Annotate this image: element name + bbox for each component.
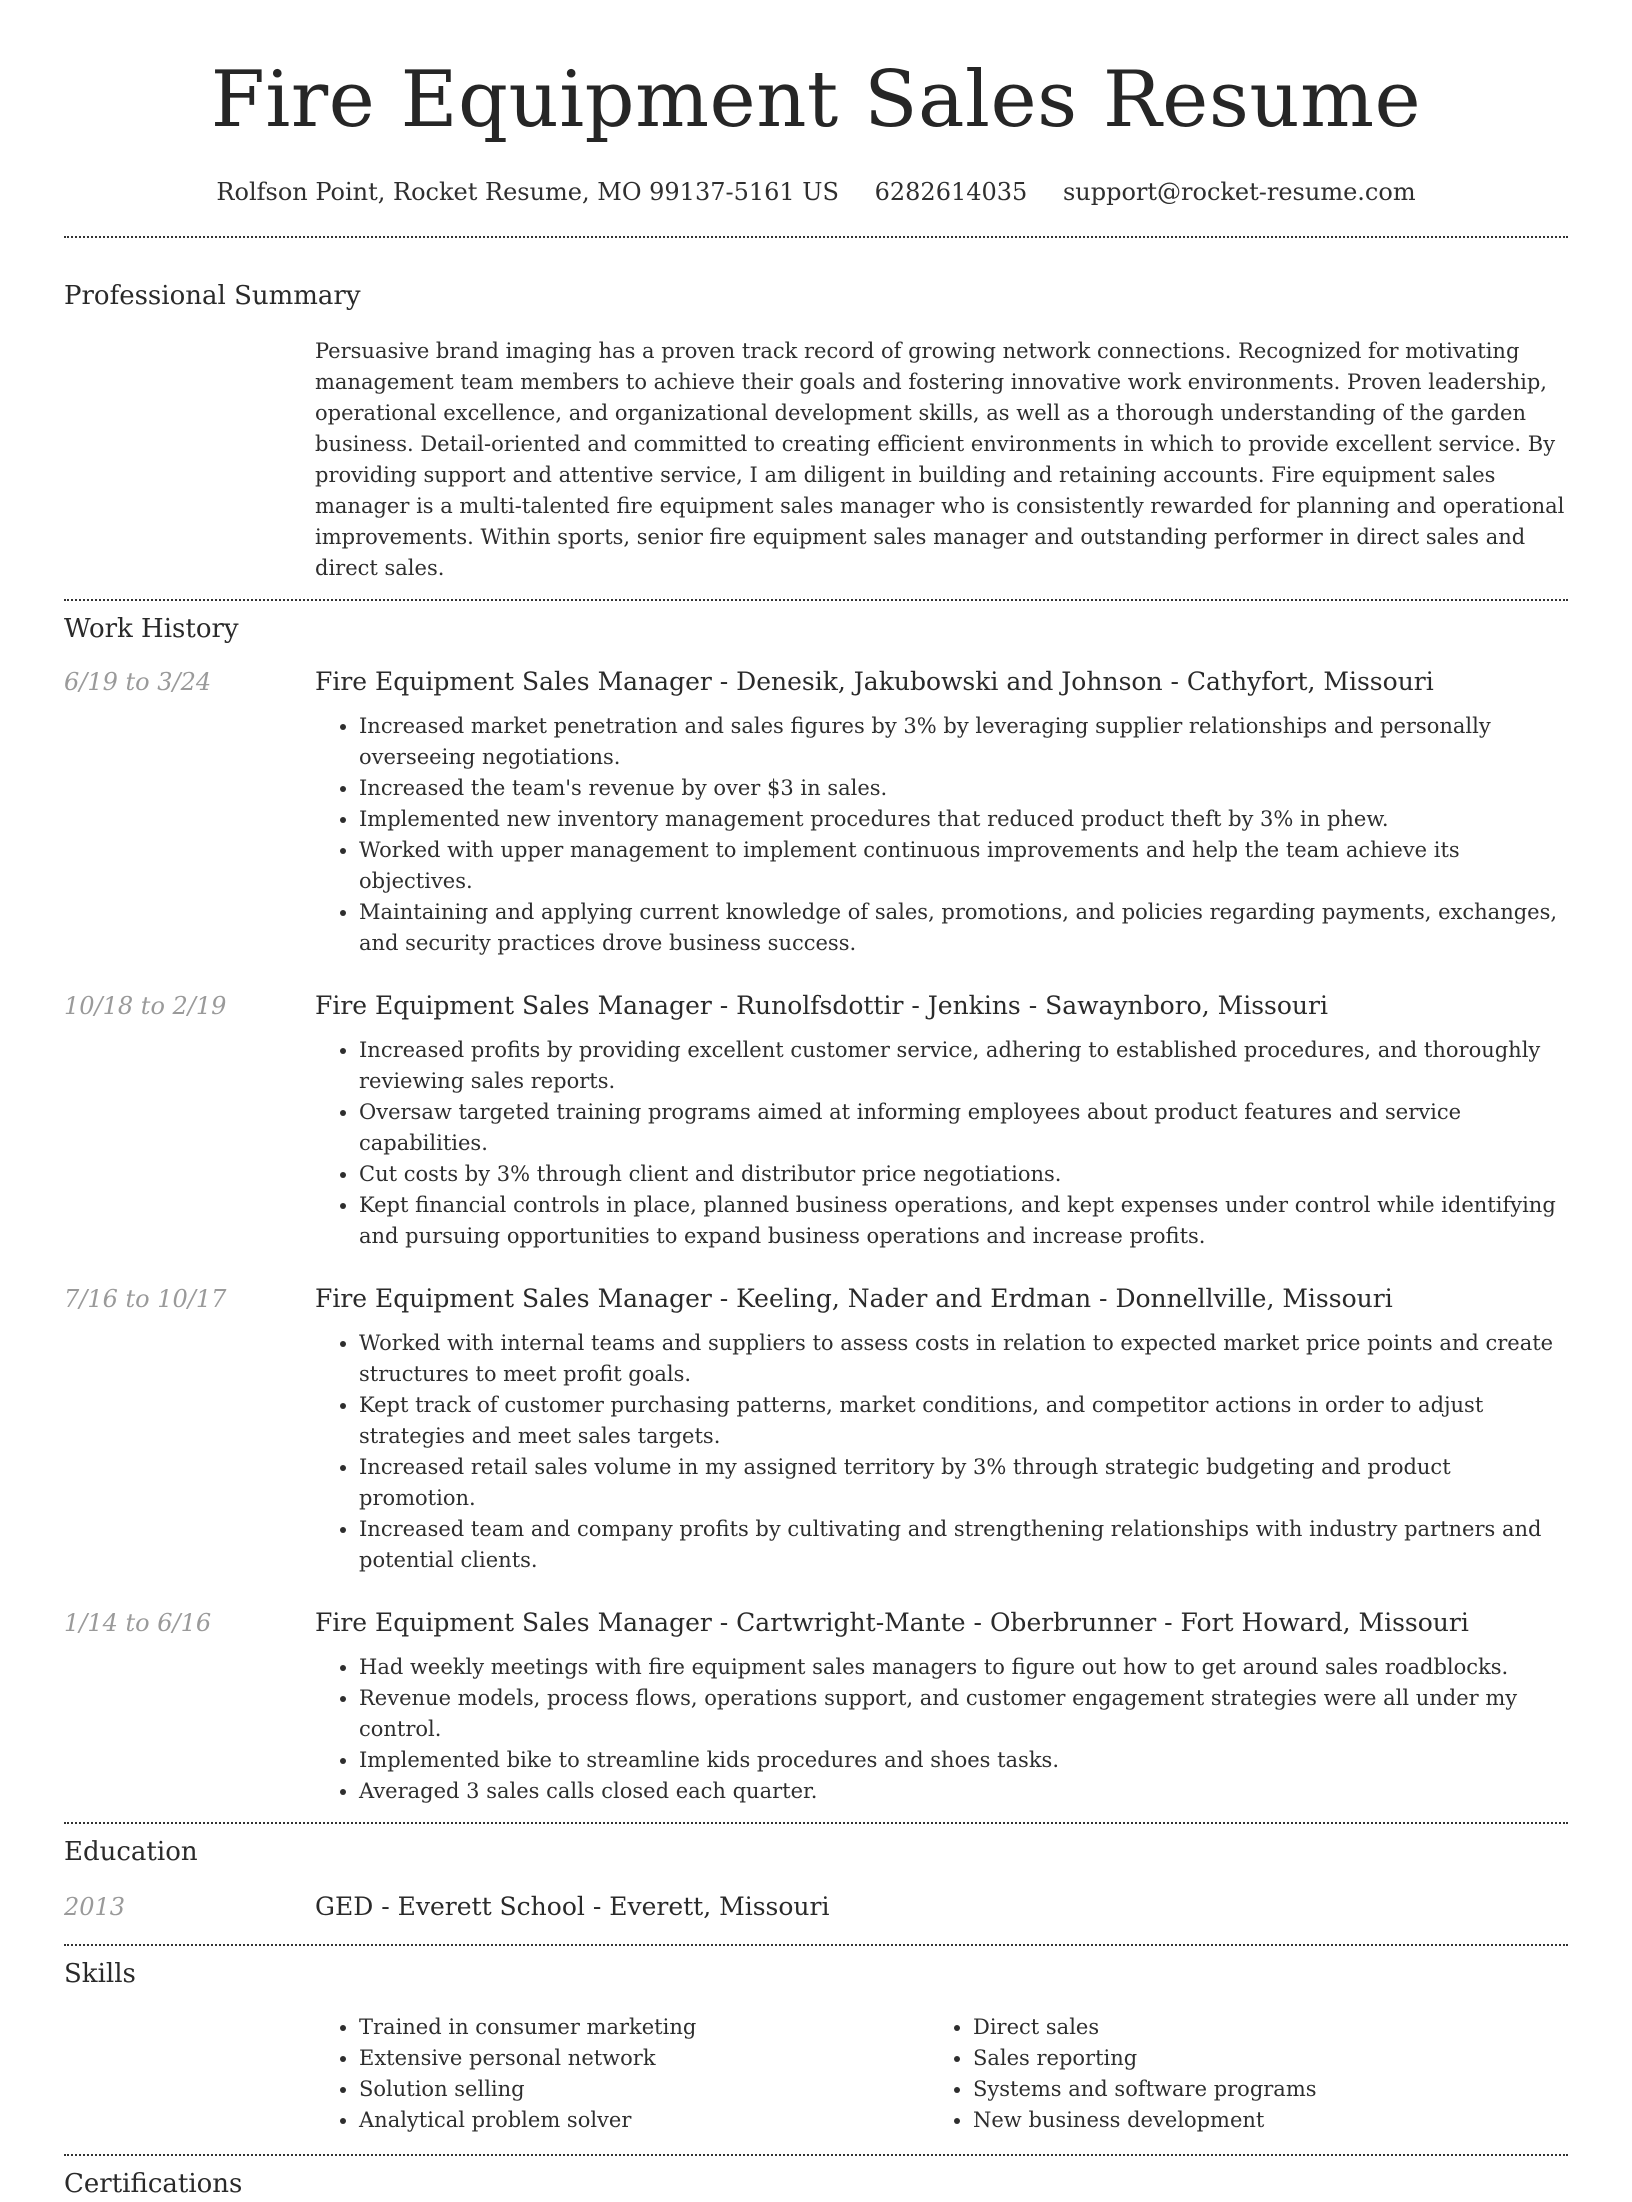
job-dates: 7/16 to 10/17: [64, 1285, 227, 1313]
education-heading: Education: [64, 1837, 198, 1867]
job-dates: 6/19 to 3/24: [64, 668, 212, 696]
contact-email: support@rocket-resume.com: [1062, 178, 1416, 206]
skill-item: • Direct sales: [973, 2012, 1543, 2043]
job-bullet: • Kept track of customer purchasing patterns, market conditions, and competitor actions in order to adjust strategies and meet sales targets.: [359, 1390, 1568, 1452]
job-bullet: • Cut costs by 3% through client and distributor price negotiations.: [359, 1159, 1568, 1190]
summary-text: Persuasive brand imaging has a proven track record of growing network connections. Recognized for motivating management team members to achieve their goals and fostering innovative work environments. Proven leadership, operational excellence, and organizational development skills, as well as a thorough understanding of the garden business. Detail-oriented and committed to creating efficient environments in which to provide excellent service. By providing support and attentive service, I am diligent in building and retaining accounts. Fire equipment sales manager is a multi-talented fire equipment sales manager who is consistently rewarded for planning and operational improvements. Within sports, senior fire equipment sales manager and outstanding performer in direct sales and direct sales.: [315, 339, 1565, 580]
job-bullet: • Worked with internal teams and suppliers to assess costs in relation to expected market price points and create structures to meet profit goals.: [359, 1328, 1568, 1390]
job-bullet: • Revenue models, process flows, operations support, and customer engagement strategies were all under my control.: [359, 1683, 1568, 1745]
skill-item: • Solution selling: [359, 2074, 929, 2105]
page-title: Fire Equipment Sales Resume: [210, 55, 1422, 145]
contact-line: [64, 174, 1568, 210]
job-bullet: • Worked with upper management to implement continuous improvements and help the team achieve its objectives.: [359, 835, 1568, 897]
job-dates: 1/14 to 6/16: [64, 1609, 212, 1637]
contact-address: Rolfson Point, Rocket Resume, MO 99137-5161 US: [216, 178, 839, 206]
job-dates: 10/18 to 2/19: [64, 992, 227, 1020]
job-title: Fire Equipment Sales Manager - Denesik, Jakubowski and Johnson - Cathyfort, Missouri: [315, 667, 1434, 696]
job-bullet: • Implemented new inventory management procedures that reduced product theft by 3% in phew.: [359, 804, 1568, 835]
job-bullet: • Had weekly meetings with fire equipment sales managers to figure out how to get around sales roadblocks.: [359, 1652, 1568, 1683]
section-divider: [64, 1944, 1568, 1946]
skills-row: [64, 2012, 1568, 2136]
education-entry: [64, 1890, 1568, 1924]
summary-spacer: [64, 336, 315, 584]
skill-item: • Extensive personal network: [359, 2043, 929, 2074]
job-bullet: • Increased team and company profits by cultivating and strengthening relationships with industry partners and potential clients.: [359, 1514, 1568, 1576]
job-bullet: • Increased retail sales volume in my assigned territory by 3% through strategic budgeting and product promotion.: [359, 1452, 1568, 1514]
section-divider: [64, 1822, 1568, 1824]
work-history-heading: Work History: [64, 614, 239, 644]
job-bullets: [315, 711, 1568, 959]
job-bullets: [315, 1328, 1568, 1576]
resume-page: [64, 0, 1568, 2202]
skill-item: • Systems and software programs: [973, 2074, 1543, 2105]
job-bullet: • Kept financial controls in place, planned business operations, and kept expenses under control while identifying and pursuing opportunities to expand business operations and increase profits.: [359, 1190, 1568, 1252]
skill-item: • New business development: [973, 2105, 1543, 2136]
section-divider: [64, 599, 1568, 601]
job-title: Fire Equipment Sales Manager - Cartwright-Mante - Oberbrunner - Fort Howard, Missouri: [315, 1608, 1469, 1637]
skill-item: • Trained in consumer marketing: [359, 2012, 929, 2043]
education-year: 2013: [64, 1893, 126, 1921]
job-title: Fire Equipment Sales Manager - Runolfsdottir - Jenkins - Sawaynboro, Missouri: [315, 991, 1328, 1020]
summary-row: [64, 336, 1568, 584]
job-bullet: • Increased market penetration and sales figures by 3% by leveraging supplier relationships and personally overseeing negotiations.: [359, 711, 1568, 773]
contact-phone: 6282614035: [874, 178, 1028, 206]
job-title: Fire Equipment Sales Manager - Keeling, Nader and Erdman - Donnellville, Missouri: [315, 1284, 1393, 1313]
job-entry: [64, 989, 1568, 1252]
job-list: [64, 665, 1568, 1807]
job-entry: [64, 1282, 1568, 1576]
job-bullet: • Oversaw targeted training programs aimed at informing employees about product features and service capabilities.: [359, 1097, 1568, 1159]
job-entry: [64, 665, 1568, 959]
skill-item: • Sales reporting: [973, 2043, 1543, 2074]
job-bullet: • Implemented bike to streamline kids procedures and shoes tasks.: [359, 1745, 1568, 1776]
skills-spacer: [64, 2012, 315, 2136]
skills-list-left: [315, 2012, 929, 2136]
skills-heading: Skills: [64, 1959, 136, 1989]
section-divider: [64, 236, 1568, 238]
skills-list-right: [929, 2012, 1543, 2136]
job-bullet: • Increased profits by providing excellent customer service, adhering to established procedures, and thoroughly reviewing sales reports.: [359, 1035, 1568, 1097]
skill-item: • Analytical problem solver: [359, 2105, 929, 2136]
education-detail: GED - Everett School - Everett, Missouri: [315, 1892, 830, 1921]
section-divider: [64, 2154, 1568, 2156]
job-bullets: [315, 1035, 1568, 1252]
job-bullet: • Increased the team's revenue by over $3 in sales.: [359, 773, 1568, 804]
certifications-heading: Certifications: [64, 2169, 243, 2199]
job-bullets: [315, 1652, 1568, 1807]
summary-heading: Professional Summary: [64, 281, 361, 311]
job-entry: [64, 1606, 1568, 1807]
job-bullet: • Maintaining and applying current knowledge of sales, promotions, and policies regarding payments, exchanges, and security practices drove business success.: [359, 897, 1568, 959]
job-bullet: • Averaged 3 sales calls closed each quarter.: [359, 1776, 1568, 1807]
